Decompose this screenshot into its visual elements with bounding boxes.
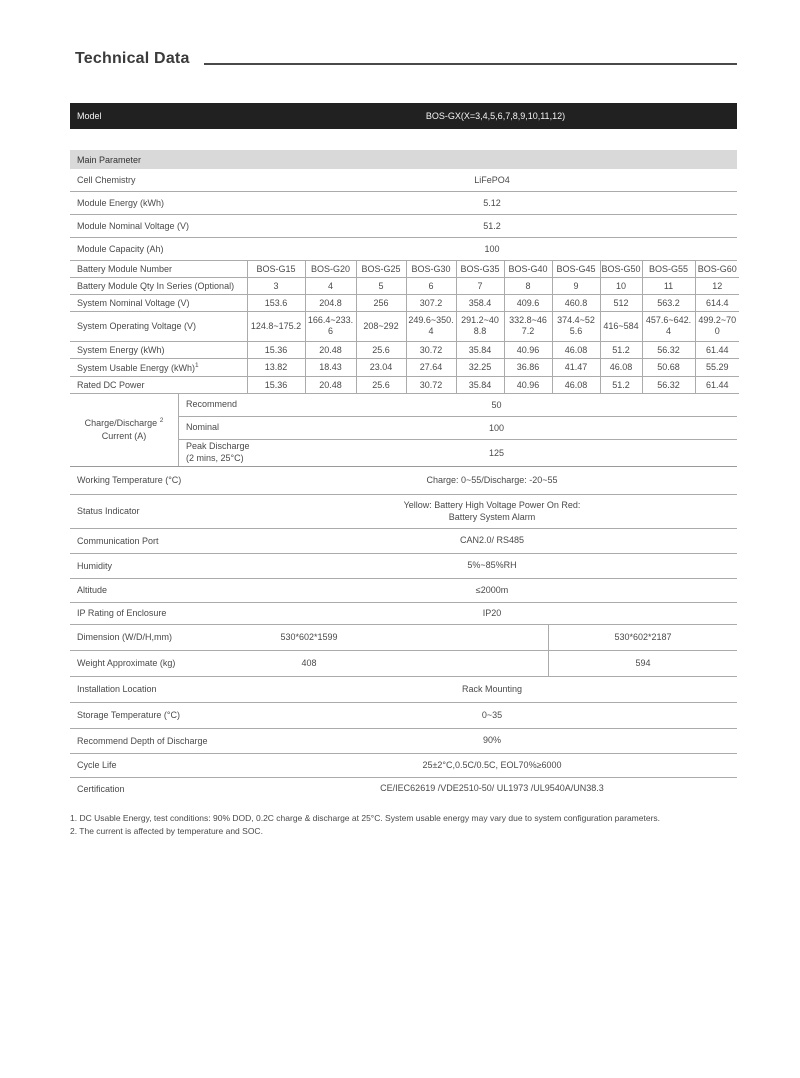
param-label: Module Energy (kWh): [77, 198, 165, 208]
param-row-altitude: [70, 579, 737, 603]
spacer: [70, 129, 737, 150]
grid-cell: 18.43: [305, 358, 356, 376]
param-label: Communication Port: [77, 535, 159, 546]
grid-cell: 61.44: [695, 376, 739, 393]
param-label: Working Temperature (°C): [77, 475, 182, 485]
param-label: Altitude: [77, 585, 108, 595]
grid-cell: 61.44: [695, 341, 739, 358]
model-label: Model: [77, 111, 102, 121]
grid-cell: 291.2~408.8: [456, 312, 504, 342]
charge-discharge-rows: [179, 394, 737, 466]
param-row-module-nominal-voltage: [70, 215, 737, 238]
param-value: [247, 499, 737, 523]
grid-cell: 20.48: [305, 341, 356, 358]
grid-cell: 11: [642, 278, 695, 295]
grid-cell: 416~584: [600, 312, 642, 342]
charge-discharge-label-line1: Charge/Discharge $^2$: [84, 416, 164, 428]
grid-cell: 30.72: [406, 341, 456, 358]
param-label: Installation Location: [77, 684, 157, 694]
param-value: CAN2.0/ RS485: [459, 535, 525, 546]
param-row-ip-rating: [70, 603, 737, 625]
param-row-certification: [70, 778, 737, 800]
grid-cell: 457.6~642.4: [642, 312, 695, 342]
status-indicator-line1: Yellow: Battery High Voltage Power On Red:: [403, 499, 581, 510]
param-label: Module Capacity (Ah): [77, 244, 164, 254]
grid-row-battery-module-number: [70, 261, 739, 278]
param-row-communication-port: [70, 529, 737, 554]
grid-cell: 460.8: [552, 295, 600, 312]
grid-cell: 56.32: [642, 376, 695, 393]
grid-row-label: Rated DC Power: [70, 376, 247, 393]
grid-cell: 512: [600, 295, 642, 312]
weight-value-594: 594: [548, 651, 737, 676]
param-row-cell-chemistry: [70, 169, 737, 192]
grid-cell: 7: [456, 278, 504, 295]
param-label: Humidity: [77, 560, 113, 571]
grid-row-label: System Nominal Voltage (V): [70, 295, 247, 312]
grid-row-rated-dc-power: [70, 376, 739, 393]
param-label: Cycle Life: [77, 760, 117, 770]
grid-cell: BOS-G20: [305, 261, 356, 278]
grid-cell: BOS-G40: [504, 261, 552, 278]
grid-cell: BOS-G60: [695, 261, 739, 278]
section-header-main-parameter: Main Parameter: [70, 150, 737, 169]
param-row-module-capacity: [70, 238, 737, 261]
grid-cell: 3: [247, 278, 305, 295]
param-row-dimension: [70, 625, 737, 651]
grid-cell: 6: [406, 278, 456, 295]
grid-cell: BOS-G55: [642, 261, 695, 278]
charge-discharge-label: [70, 394, 179, 466]
charge-row-value: 100: [488, 422, 505, 433]
dimension-value-1599: 530*602*1599: [280, 632, 338, 642]
dimension-left-cell: [70, 625, 548, 650]
grid-cell: 51.2: [600, 376, 642, 393]
charge-row-value: 125: [488, 447, 505, 458]
grid-cell: 27.64: [406, 358, 456, 376]
page-title: Technical Data: [75, 50, 190, 67]
model-bar: [70, 103, 737, 129]
param-label: Weight Approximate (kg): [77, 658, 176, 668]
charge-row-label: Peak Discharge (2 mins, 25°C): [186, 440, 250, 463]
grid-cell: 124.8~175.2: [247, 312, 305, 342]
param-value: IP20: [482, 607, 502, 618]
model-value: BOS-GX(X=3,4,5,6,7,8,9,10,11,12): [425, 111, 566, 121]
param-row-weight: [70, 651, 737, 677]
grid-cell: 41.47: [552, 358, 600, 376]
title-underline: [204, 63, 737, 65]
param-value: 90%: [482, 735, 501, 746]
param-label: Storage Temperature (°C): [77, 710, 180, 720]
grid-cell: 25.6: [356, 341, 406, 358]
datasheet: [70, 103, 737, 838]
grid-row-label: System Energy (kWh): [70, 341, 247, 358]
grid-cell: 25.6: [356, 376, 406, 393]
grid-cell: 13.82: [247, 358, 305, 376]
footnote-ref-1: 1: [195, 361, 199, 369]
grid-cell: 563.2: [642, 295, 695, 312]
grid-cell: 332.8~467.2: [504, 312, 552, 342]
grid-cell: 23.04: [356, 358, 406, 376]
grid-row-label: Battery Module Qty In Series (Optional): [70, 278, 247, 295]
grid-cell: 36.86: [504, 358, 552, 376]
grid-cell: 8: [504, 278, 552, 295]
param-row-module-energy: [70, 192, 737, 215]
param-label: Status Indicator: [77, 506, 140, 516]
grid-cell: 56.32: [642, 341, 695, 358]
grid-cell: 40.96: [504, 341, 552, 358]
param-row-humidity: [70, 554, 737, 579]
param-row-working-temperature: [70, 467, 737, 495]
param-value: CE/IEC62619 /VDE2510-50/ UL1973 /UL9540A/UN38.3: [380, 783, 604, 794]
param-value: 5%~85%RH: [467, 560, 517, 571]
footnotes: [70, 812, 737, 838]
grid-cell: 9: [552, 278, 600, 295]
param-row-installation-location: [70, 677, 737, 703]
grid-cell: 40.96: [504, 376, 552, 393]
grid-cell: BOS-G35: [456, 261, 504, 278]
param-value: 25±2°C,0.5C/0.5C, EOL70%≥6000: [422, 759, 562, 770]
grid-cell: 55.29: [695, 358, 739, 376]
charge-discharge-label-line2: Current (A): [101, 431, 147, 441]
grid-cell: 307.2: [406, 295, 456, 312]
charge-row-recommend: [179, 394, 737, 416]
param-label: Recommend Depth of Discharge: [77, 735, 208, 746]
grid-cell: 374.4~525.6: [552, 312, 600, 342]
grid-row-system-operating-voltage: [70, 312, 739, 342]
grid-cell: 35.84: [456, 376, 504, 393]
grid-row-label: System Operating Voltage (V): [70, 312, 247, 342]
grid-cell: 204.8: [305, 295, 356, 312]
param-label: Dimension (W/D/H,mm): [77, 632, 173, 642]
grid-cell: 166.4~233.6: [305, 312, 356, 342]
grid-cell: 15.36: [247, 341, 305, 358]
charge-row-peak-discharge: [179, 439, 737, 466]
param-label: IP Rating of Enclosure: [77, 608, 167, 618]
param-value: 5.12: [483, 197, 501, 208]
grid-cell: 50.68: [642, 358, 695, 376]
footnote-2: 2. The current is affected by temperature and SOC.: [70, 825, 263, 836]
grid-row-label: System Usable Energy (kWh)$^1$: [70, 358, 247, 376]
grid-row-system-usable-energy: [70, 358, 739, 376]
param-label: Module Nominal Voltage (V): [77, 221, 190, 231]
grid-cell: 20.48: [305, 376, 356, 393]
grid-row-system-energy: [70, 341, 739, 358]
grid-cell: 12: [695, 278, 739, 295]
param-value: 0~35: [481, 709, 503, 720]
grid-cell: 46.08: [600, 358, 642, 376]
charge-row-nominal: [179, 416, 737, 439]
param-value: ≤2000m: [475, 584, 509, 595]
grid-row-label: Battery Module Number: [70, 261, 247, 278]
param-label: Cell Chemistry: [77, 175, 136, 185]
dimension-value-2187: 530*602*2187: [548, 625, 737, 650]
grid-cell: BOS-G50: [600, 261, 642, 278]
charge-row-value: 50: [491, 399, 502, 410]
grid-cell: 4: [305, 278, 356, 295]
param-row-storage-temperature: [70, 703, 737, 729]
grid-cell: 614.4: [695, 295, 739, 312]
grid-row-system-nominal-voltage: [70, 295, 739, 312]
grid-cell: 153.6: [247, 295, 305, 312]
grid-cell: 35.84: [456, 341, 504, 358]
grid-cell: 249.6~350.4: [406, 312, 456, 342]
weight-left-cell: [70, 651, 548, 676]
param-value: LiFePO4: [474, 174, 510, 185]
weight-value-408: 408: [301, 658, 317, 668]
footnote-ref-2: 2: [159, 416, 164, 424]
status-indicator-line2: Battery System Alarm: [448, 512, 536, 522]
param-value: Rack Mounting: [461, 683, 523, 694]
grid-cell: 10: [600, 278, 642, 295]
charge-discharge-block: [70, 394, 737, 467]
charge-row-label: Recommend: [186, 398, 238, 409]
param-value: Charge: 0~55/Discharge: -20~55: [426, 474, 558, 485]
module-grid-table: [70, 261, 739, 394]
grid-cell: 5: [356, 278, 406, 295]
grid-cell: BOS-G15: [247, 261, 305, 278]
grid-cell: 256: [356, 295, 406, 312]
grid-cell: BOS-G30: [406, 261, 456, 278]
grid-cell: BOS-G45: [552, 261, 600, 278]
param-row-status-indicator: [70, 495, 737, 529]
footnote-1: 1. DC Usable Energy, test conditions: 90% DOD, 0.2C charge & discharge at 25°C. System usable energy may vary due to system configuration parameters.: [70, 812, 661, 823]
grid-cell: 208~292: [356, 312, 406, 342]
grid-cell: BOS-G25: [356, 261, 406, 278]
grid-cell: 51.2: [600, 341, 642, 358]
param-value: 51.2: [483, 220, 501, 231]
param-label: Certification: [77, 783, 125, 794]
param-row-cycle-life: [70, 754, 737, 778]
grid-cell: 32.25: [456, 358, 504, 376]
grid-row-qty-in-series: [70, 278, 739, 295]
grid-cell: 46.08: [552, 341, 600, 358]
charge-row-label: Nominal: [186, 421, 220, 432]
grid-cell: 409.6: [504, 295, 552, 312]
grid-cell: 358.4: [456, 295, 504, 312]
page-title-row: [75, 50, 737, 68]
param-row-depth-of-discharge: [70, 729, 737, 754]
grid-cell: 46.08: [552, 376, 600, 393]
grid-cell: 499.2~700: [695, 312, 739, 342]
grid-cell: 30.72: [406, 376, 456, 393]
grid-cell: 15.36: [247, 376, 305, 393]
param-value: 100: [484, 243, 500, 254]
